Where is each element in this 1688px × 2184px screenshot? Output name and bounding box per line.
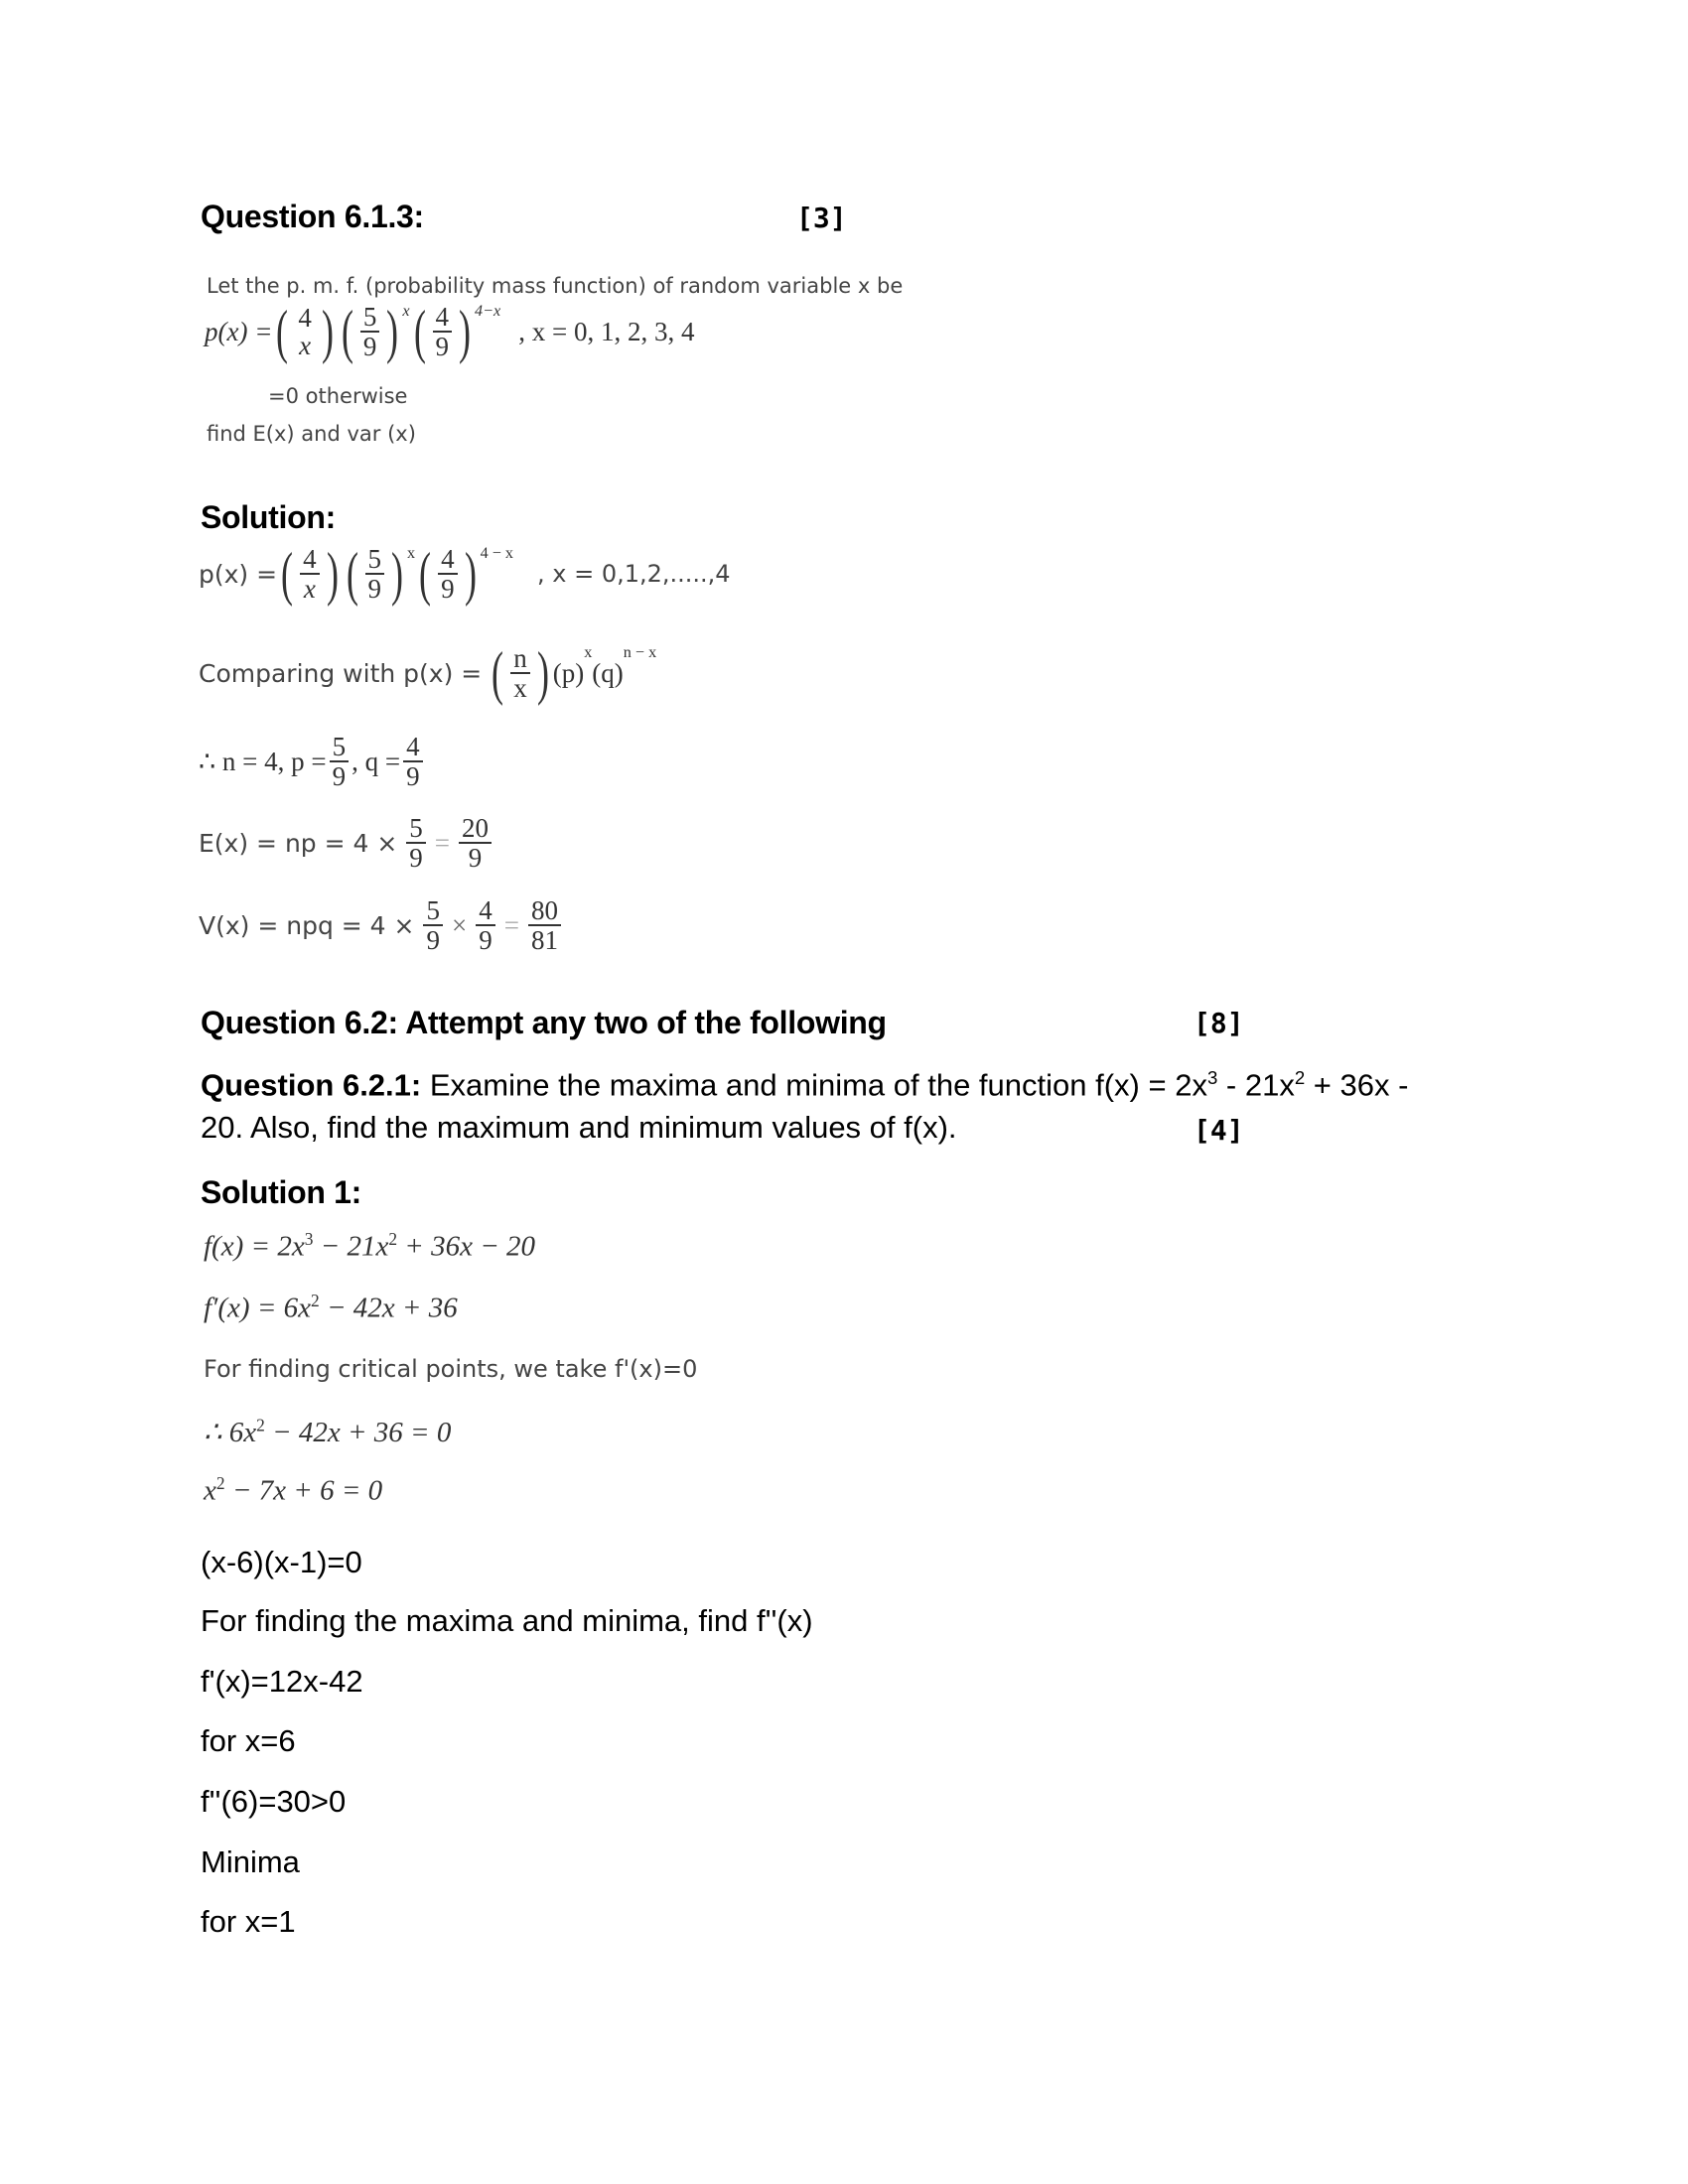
left-paren-icon: ( — [346, 541, 358, 607]
right-paren-icon: ) — [391, 541, 404, 607]
otherwise-text: =0 otherwise — [268, 384, 408, 408]
solution-1-image — [204, 1219, 760, 1517]
right-paren-icon: ) — [321, 299, 334, 364]
left-paren-icon: ( — [419, 541, 432, 607]
pmf-formula: p(x) = ( 4 x ) ( $\frac{5}{9}$ ) $^x$ ( $\frac{4}{9}$ ) $^{4-x}$ , x = 0, 1, 2, 3, 4 — [205, 299, 695, 364]
question-6-1-3-heading: Question 6.1.3: — [201, 199, 424, 234]
critical-points-text: For finding critical points, we take f'(x)=0 — [204, 1355, 698, 1383]
right-paren-icon: ) — [326, 541, 339, 607]
question-6-2-heading: Question 6.2: Attempt any two of the following — [201, 1005, 887, 1040]
right-paren-icon: ) — [464, 541, 477, 607]
right-paren-icon: ) — [536, 640, 549, 706]
right-paren-icon: ) — [386, 299, 399, 364]
solution-image — [199, 541, 755, 961]
question-6-1-3-marks: [3] — [796, 202, 847, 234]
question-6-2-1-line2: 20. Also, find the maximum and minimum values of f(x). — [201, 1110, 957, 1145]
solution-heading: Solution: — [201, 499, 336, 535]
solution-step: for x=6 — [201, 1723, 296, 1758]
solution-comparison: Comparing with p(x) = ( $\frac{n}{x}$ ) (p) $^x$ (q) $^{n - x}$ — [199, 640, 657, 706]
left-paren-icon: ( — [341, 299, 353, 364]
first-derivative: $f'(x) = 6x^2 - 42x + 36$ — [204, 1291, 458, 1324]
left-paren-icon: ( — [281, 541, 294, 607]
solution-step: for x=1 — [201, 1904, 296, 1939]
solution-params: ∴ n = 4, p = $\frac{5}{9}$ , q = $\frac{4}{9}$ — [199, 733, 426, 791]
solution-step: f''(6)=30>0 — [201, 1784, 347, 1819]
binomial: 4 x — [298, 302, 312, 360]
left-paren-icon: ( — [492, 640, 504, 706]
fraction: $\frac{5}{9}$ — [360, 303, 380, 361]
question-ask: find E(x) and var (x) — [207, 422, 416, 446]
question-intro: Let the p. m. f. (probability mass function) of random variable x be — [207, 274, 904, 298]
left-paren-icon: ( — [413, 299, 426, 364]
question-6-1-3-image — [205, 268, 939, 462]
question-6-2-1-marks: [4] — [1194, 1114, 1244, 1147]
right-paren-icon: ) — [459, 299, 472, 364]
solution-1-heading: Solution 1: — [201, 1174, 362, 1210]
critical-equation: ∴ $6x^2 - 42x + 36 = 0$ — [204, 1415, 452, 1448]
solution-variance: V(x) = npq = 4 × $\frac{5}{9}$ × $\frac{4}{9}$ = $\frac{80}{81}$ — [199, 896, 564, 955]
function-definition: $f(x) = 2x^3 - 21x^2 + 36x - 20$ — [204, 1229, 536, 1263]
solution-step: Minima — [201, 1844, 300, 1879]
solution-step: For finding the maxima and minima, find f''(x) — [201, 1603, 813, 1638]
pmf-domain: , x = 0, 1, 2, 3, 4 — [518, 316, 695, 346]
fraction: $\frac{4}{9}$ — [433, 303, 453, 361]
solution-step: f'(x)=12x-42 — [201, 1664, 363, 1699]
question-6-2-marks: [8] — [1194, 1007, 1244, 1039]
question-6-2-1-line1: Question 6.2.1: Examine the maxima and minima of the function $f(x) = 2x^3 - 21x^2 + 36x$ - — [201, 1067, 1409, 1103]
question-6-2-1-label: Question 6.2.1: — [201, 1067, 422, 1103]
solution-pmf: p(x) = ( $\frac{4}{x}$ ) ( $\frac{5}{9}$ ) $^x$ ( $\frac{4}{9}$ ) $^{4 - x}$ , x = 0,1,2,.....,4 — [199, 541, 731, 607]
pmf-lhs: p(x) = — [205, 316, 273, 346]
left-paren-icon: ( — [276, 299, 289, 364]
solution-expectation: E(x) = np = 4 × $\frac{5}{9}$ = $\frac{20}{9}$ — [199, 814, 494, 873]
solution-step: (x-6)(x-1)=0 — [201, 1545, 362, 1579]
reduced-equation: $x^2 - 7x + 6 = 0$ — [204, 1473, 383, 1507]
